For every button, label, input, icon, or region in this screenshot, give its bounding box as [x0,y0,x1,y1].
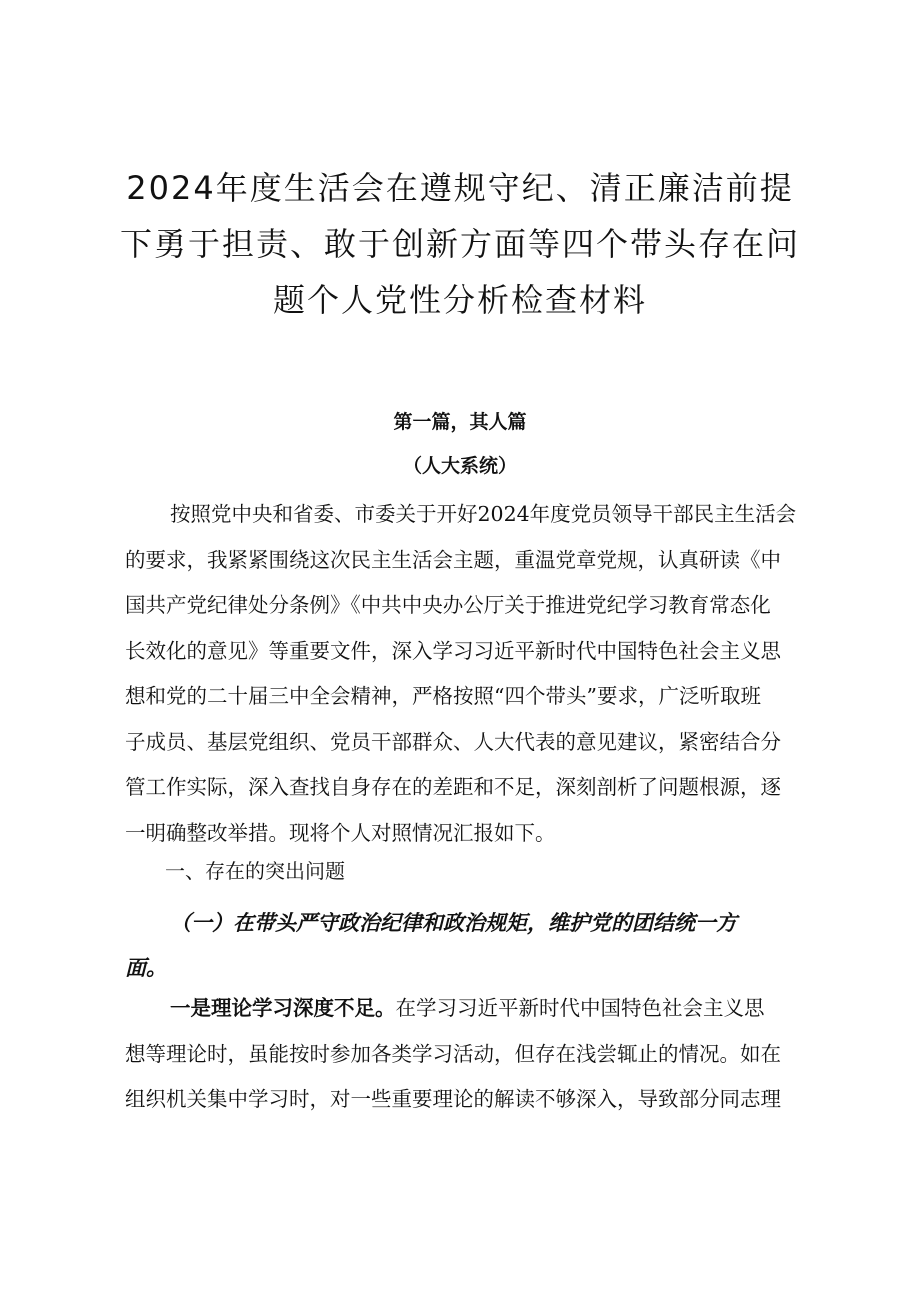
point-text: 在学习习近平新时代中国特色社会主义思 [395,996,765,1020]
paragraph-line: 组织机关集中学习时，对一些重要理论的解读不够深入，导致部分同志理 [125,1087,781,1111]
paragraph-line: 按照党中央和省委、市委关于开好2024年度党员领导干部民主生活会 [170,502,797,526]
paragraph-line: 一明确整改举措。现将个人对照情况汇报如下。 [125,820,556,845]
section-heading: 一、存在的突出问题 [165,859,345,883]
point-paragraph [125,986,810,1123]
subsection-heading [125,900,815,990]
point-lead: 一是理论学习深度不足。 [170,996,396,1020]
chapter-heading: 第一篇，其人篇 [393,411,527,433]
paragraph-line: 长效化的意见》等重要文件，深入学习习近平新时代中国特色社会主义思 [125,638,781,663]
paragraph-line [125,986,810,1032]
paragraph-line: 子成员、基层党组织、党员干部群众、人大代表的意见建议，紧密结合分 [125,729,781,754]
paragraph-line: 的要求，我紧紧围绕这次民主生活会主题，重温党章党规，认真研读《中 [125,547,781,572]
paragraph-line: 想等理论时，虽能按时参加各类学习活动，但存在浅尝辄止的情况。如在 [125,1041,781,1066]
paragraph-line: 管工作实际，深入查找自身存在的差距和不足，深刻剖析了问题根源，逐 [125,775,781,799]
title-line: 下勇于担责、敢于创新方面等四个带头存在问 [119,225,800,263]
paragraph-line: 想和党的二十届三中全会精神，严格按照“四个带头”要求，广泛听取班 [125,684,761,708]
intro-paragraph [125,492,810,856]
subsection-heading-line: （一）在带头严守政治纪律和政治规矩，维护党的团结统一方 [170,910,737,935]
paragraph-line: 国共产党纪律处分条例》《中共中央办公厅关于推进党纪学习教育常态化 [125,593,771,617]
subsection-heading-line: 面。 [125,955,167,980]
title-line: 题个人党性分析检查材料 [272,281,647,319]
document-title [80,160,840,328]
title-line: 2024年度生活会在遵规守纪、清正廉洁前提 [126,169,794,207]
chapter-subheading: （人大系统） [402,455,517,477]
